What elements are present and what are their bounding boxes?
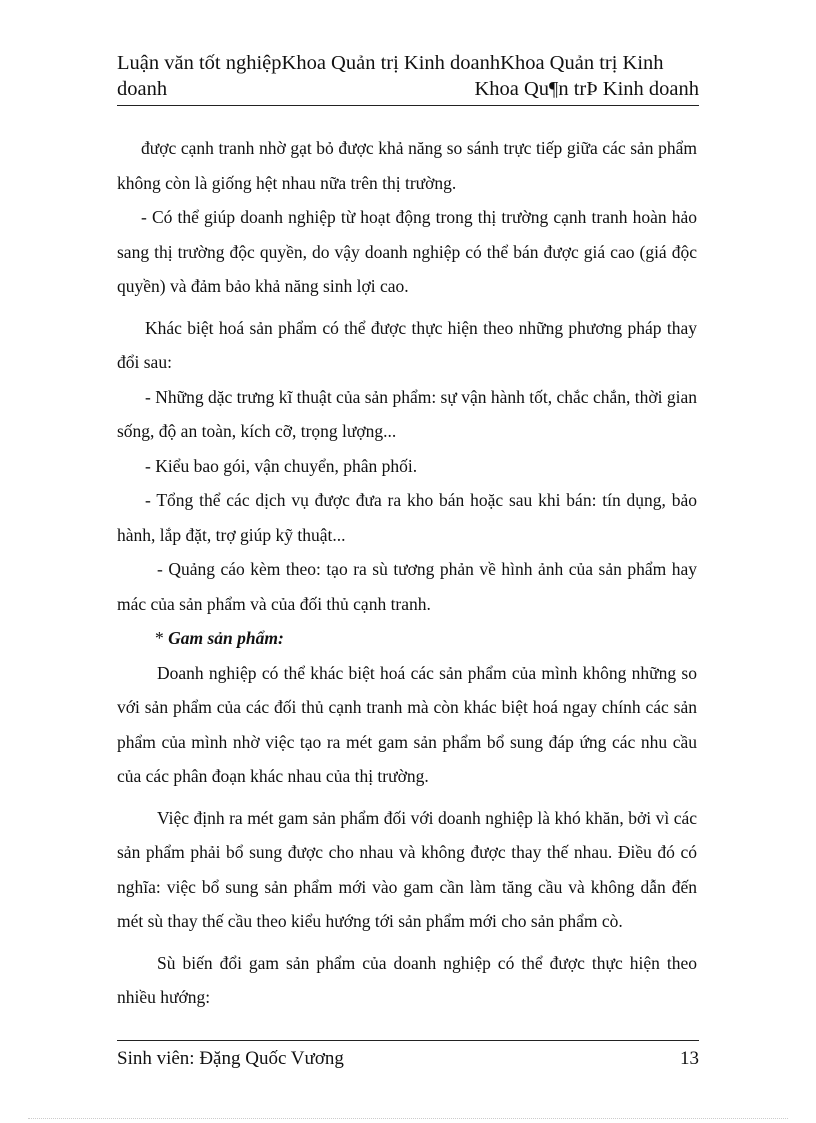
section-heading [117, 621, 697, 656]
document-body [117, 131, 697, 1015]
header-line-1: Luận văn tốt nghiệpKhoa Quản trị Kinh doanhKhoa Quản trị Kinh [117, 52, 664, 74]
page-edge-divider [28, 1118, 788, 1119]
paragraph: được cạnh tranh nhờ gạt bỏ được khả năng so sánh trực tiếp giữa các sản phẩm không còn là giống hệt nhau nữa trên thị trường. [117, 138, 697, 193]
paragraph: - Có thể giúp doanh nghiệp từ hoạt động trong thị trường cạnh tranh hoàn hảo sang thị trường độc quyền, do vậy doanh nghiệp có thể bán được giá cao (giá độc quyền) và đảm bảo khả năng sinh lợi cao. [117, 207, 697, 296]
header-line-2-right: Khoa Qu¶n trÞ Kinh doanh [474, 78, 699, 100]
page-header [117, 50, 699, 106]
bullet-item: - Tổng thể các dịch vụ được đưa ra kho bán hoặc sau khi bán: tín dụng, bảo hành, lắp đặt, trợ giúp kỹ thuật... [117, 490, 697, 545]
heading-text: Gam sản phẩm: [168, 628, 284, 648]
bullet-item: - Quảng cáo kèm theo: tạo ra sù tương phản về hình ảnh của sản phẩm hay mác của sản phẩm và của đối thủ cạnh tranh. [117, 559, 697, 614]
paragraph: Doanh nghiệp có thể khác biệt hoá các sản phẩm của mình không những so với sản phẩm của các đối thủ cạnh tranh mà còn khác biệt hoá ngay chính các sản phẩm của mình nhờ việc tạo ra mét gam sản phẩm bổ sung đáp ứng các nhu cầu của các phân đoạn khác nhau của thị trường. [117, 662, 697, 786]
paragraph: Sù biến đổi gam sản phẩm của doanh nghiệp có thể được thực hiện theo nhiều hướng: [117, 952, 697, 1007]
header-line-2-left: doanh [117, 78, 168, 100]
page-footer [117, 1046, 699, 1072]
heading-bullet: * [155, 628, 169, 648]
header-line-2 [117, 76, 699, 102]
page-number: 13 [680, 1048, 699, 1069]
paragraph: Việc định ra mét gam sản phẩm đối với doanh nghiệp là khó khăn, bởi vì các sản phẩm phải bổ sung được cho nhau và không được thay thế nhau. Điều đó có nghĩa: việc bổ sung sản phẩm mới vào gam cần làm tăng cầu và không dẫn đến mét sù thay thế cầu theo kiểu hướng tới sản phẩm mới cho sản phẩm cò. [117, 807, 697, 931]
footer-student-name: Sinh viên: Đặng Quốc Vương [117, 1048, 344, 1069]
bullet-item: - Những dặc trưng kĩ thuật của sản phẩm: sự vận hành tốt, chắc chắn, thời gian sống, độ an toàn, kích cỡ, trọng lượng... [117, 386, 697, 441]
bullet-item: - Kiểu bao gói, vận chuyển, phân phối. [145, 455, 418, 476]
paragraph: Khác biệt hoá sản phẩm có thể được thực hiện theo những phương pháp thay đổi sau: [117, 317, 697, 372]
footer-divider [117, 1040, 699, 1041]
